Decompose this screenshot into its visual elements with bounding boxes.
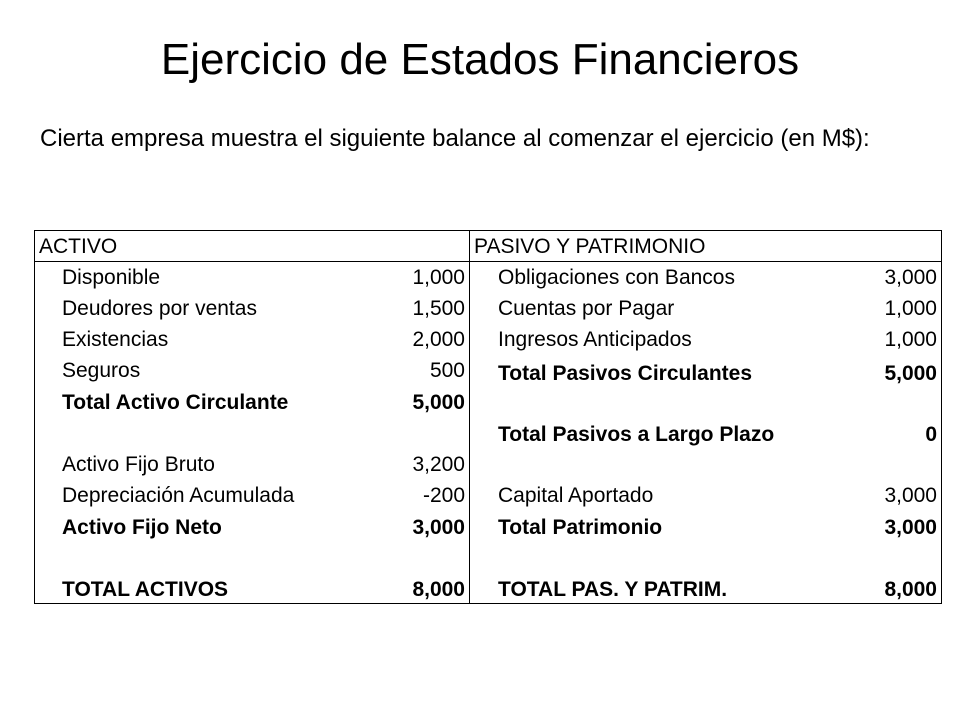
row-value: 5,000 [412, 391, 465, 414]
row-value: 8,000 [884, 578, 937, 601]
table-row [35, 293, 469, 324]
table-row [470, 262, 941, 293]
grand-total-row [35, 574, 469, 605]
row-value: 2,000 [412, 328, 465, 351]
table-row [35, 262, 469, 293]
row-value: 3,000 [884, 484, 937, 507]
row-value: 3,000 [884, 516, 937, 539]
row-label: Obligaciones con Bancos [498, 266, 735, 289]
row-label: Activo Fijo Neto [62, 516, 222, 539]
total-row [470, 512, 941, 543]
row-value: 3,000 [412, 516, 465, 539]
total-row [35, 512, 469, 543]
grand-total-row [470, 574, 941, 605]
row-label: Capital Aportado [498, 484, 654, 507]
row-label: Total Pasivos a Largo Plazo [498, 423, 775, 446]
row-value: 0 [925, 423, 937, 446]
row-value: 8,000 [412, 578, 465, 601]
row-value: 3,000 [884, 266, 937, 289]
row-label: Ingresos Anticipados [498, 328, 692, 351]
table-row [470, 293, 941, 324]
row-label: TOTAL PAS. Y PATRIM. [498, 578, 728, 601]
pasivo-column [469, 231, 941, 603]
row-label: Cuentas por Pagar [498, 297, 675, 320]
row-value: 1,500 [412, 297, 465, 320]
row-value: 3,200 [412, 453, 465, 476]
row-label: TOTAL ACTIVOS [62, 578, 229, 601]
total-row [470, 358, 941, 389]
table-row [470, 480, 941, 511]
table-row [35, 355, 469, 386]
row-label: Activo Fijo Bruto [62, 453, 215, 476]
slide-title: Ejercicio de Estados Financieros [160, 35, 800, 84]
table-row [35, 449, 469, 480]
row-value: 1,000 [412, 266, 465, 289]
table-row [35, 480, 469, 511]
balance-sheet-table [34, 230, 942, 604]
row-value: 1,000 [884, 297, 937, 320]
row-label: Deudores por ventas [62, 297, 257, 320]
row-label: Seguros [62, 359, 141, 382]
row-label: Total Patrimonio [498, 516, 663, 539]
row-label: Total Activo Circulante [62, 391, 289, 414]
row-label: Depreciación Acumulada [62, 484, 295, 507]
total-row [35, 387, 469, 418]
table-row [470, 324, 941, 355]
row-value: -200 [422, 484, 465, 507]
row-label: Existencias [62, 328, 169, 351]
activo-header: ACTIVO [35, 233, 469, 262]
pasivo-header: PASIVO Y PATRIMONIO [470, 233, 941, 262]
row-label: Total Pasivos Circulantes [498, 362, 753, 385]
intro-text: Cierta empresa muestra el siguiente balance al comenzar el ejercicio (en M$): [40, 125, 870, 152]
total-row [470, 419, 941, 450]
row-value: 1,000 [884, 328, 937, 351]
row-label: Disponible [62, 266, 161, 289]
row-value: 5,000 [884, 362, 937, 385]
row-value: 500 [429, 359, 465, 382]
activo-column [35, 231, 469, 603]
table-row [35, 324, 469, 355]
